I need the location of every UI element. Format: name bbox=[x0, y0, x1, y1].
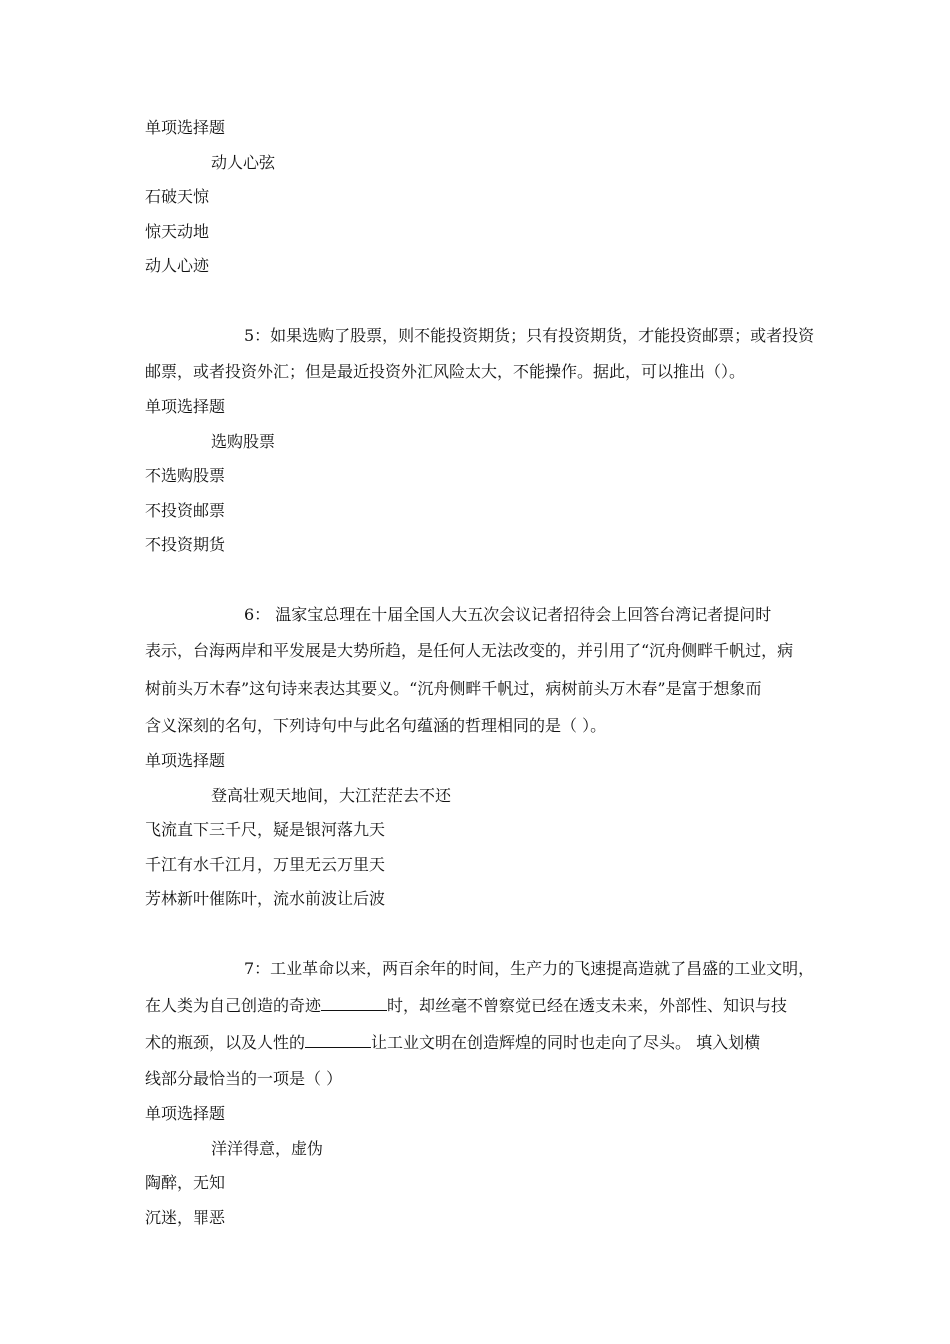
option-c[interactable]: 沉迷，罪恶 bbox=[145, 1208, 226, 1227]
question-type-label: 单项选择题 bbox=[145, 751, 226, 770]
fill-blank-2 bbox=[305, 1033, 371, 1048]
question-7-text-line4: 线部分最恰当的一项是（ ） bbox=[145, 1069, 343, 1088]
question-type-label: 单项选择题 bbox=[145, 1104, 226, 1123]
option-c[interactable]: 惊天动地 bbox=[145, 222, 210, 241]
question-6-text-line3: 树前头万木春”这句诗来表达其要义。“沉舟侧畔千帆过，病树前头万木春”是富于想象而 bbox=[145, 679, 762, 698]
question-7-text-line1: 7：工业革命以来，两百余年的时间，生产力的飞速提高造就了昌盛的工业文明， bbox=[244, 959, 815, 978]
question-7-text-line3-part1: 术的瓶颈，以及人性的 bbox=[145, 1033, 306, 1052]
option-b[interactable]: 不选购股票 bbox=[145, 466, 226, 485]
option-b[interactable]: 飞流直下三千尺，疑是银河落九天 bbox=[145, 820, 386, 839]
question-6-text-line4: 含义深刻的名句，下列诗句中与此名句蕴涵的哲理相同的是（ ）。 bbox=[145, 716, 607, 735]
fill-blank-1 bbox=[321, 996, 387, 1011]
question-6-text-line2: 表示，台海两岸和平发展是大势所趋，是任何人无法改变的，并引用了“沉舟侧畔千帆过，病 bbox=[145, 641, 794, 660]
question-7-text-line2-part1: 在人类为自己创造的奇迹 bbox=[145, 996, 322, 1015]
option-a[interactable]: 选购股票 bbox=[211, 432, 276, 451]
option-b[interactable]: 石破天惊 bbox=[145, 187, 210, 206]
question-6-text-line1: 6： 温家宝总理在十届全国人大五次会议记者招待会上回答台湾记者提问时 bbox=[244, 605, 772, 624]
option-d[interactable]: 动人心迹 bbox=[145, 256, 210, 275]
option-c[interactable]: 千江有水千江月，万里无云万里天 bbox=[145, 855, 386, 874]
option-a[interactable]: 洋洋得意，虚伪 bbox=[211, 1139, 324, 1158]
question-7-text-line2 bbox=[145, 996, 787, 1016]
option-b[interactable]: 陶醉，无知 bbox=[145, 1173, 226, 1192]
question-7-text-line2-part2: 时，却丝毫不曾察觉已经在透支未来，外部性、知识与技 bbox=[387, 996, 788, 1015]
option-c[interactable]: 不投资邮票 bbox=[145, 501, 226, 520]
option-d[interactable]: 不投资期货 bbox=[145, 535, 226, 554]
question-7-text-line3 bbox=[145, 1033, 760, 1053]
question-type-label: 单项选择题 bbox=[145, 118, 226, 137]
question-5-text-line2: 邮票，或者投资外汇；但是最近投资外汇风险太大，不能操作。据此，可以推出（）。 bbox=[145, 362, 746, 381]
question-type-label: 单项选择题 bbox=[145, 397, 226, 416]
option-a[interactable]: 动人心弦 bbox=[211, 153, 276, 172]
question-5-text-line1: 5：如果选购了股票，则不能投资期货；只有投资期货，才能投资邮票；或者投资 bbox=[244, 326, 815, 345]
question-7-text-line3-part2: 让工业文明在创造辉煌的同时也走向了尽头。 填入划横 bbox=[371, 1033, 761, 1052]
option-a[interactable]: 登高壮观天地间，大江茫茫去不还 bbox=[211, 786, 452, 805]
option-d[interactable]: 芳林新叶催陈叶，流水前波让后波 bbox=[145, 889, 386, 908]
